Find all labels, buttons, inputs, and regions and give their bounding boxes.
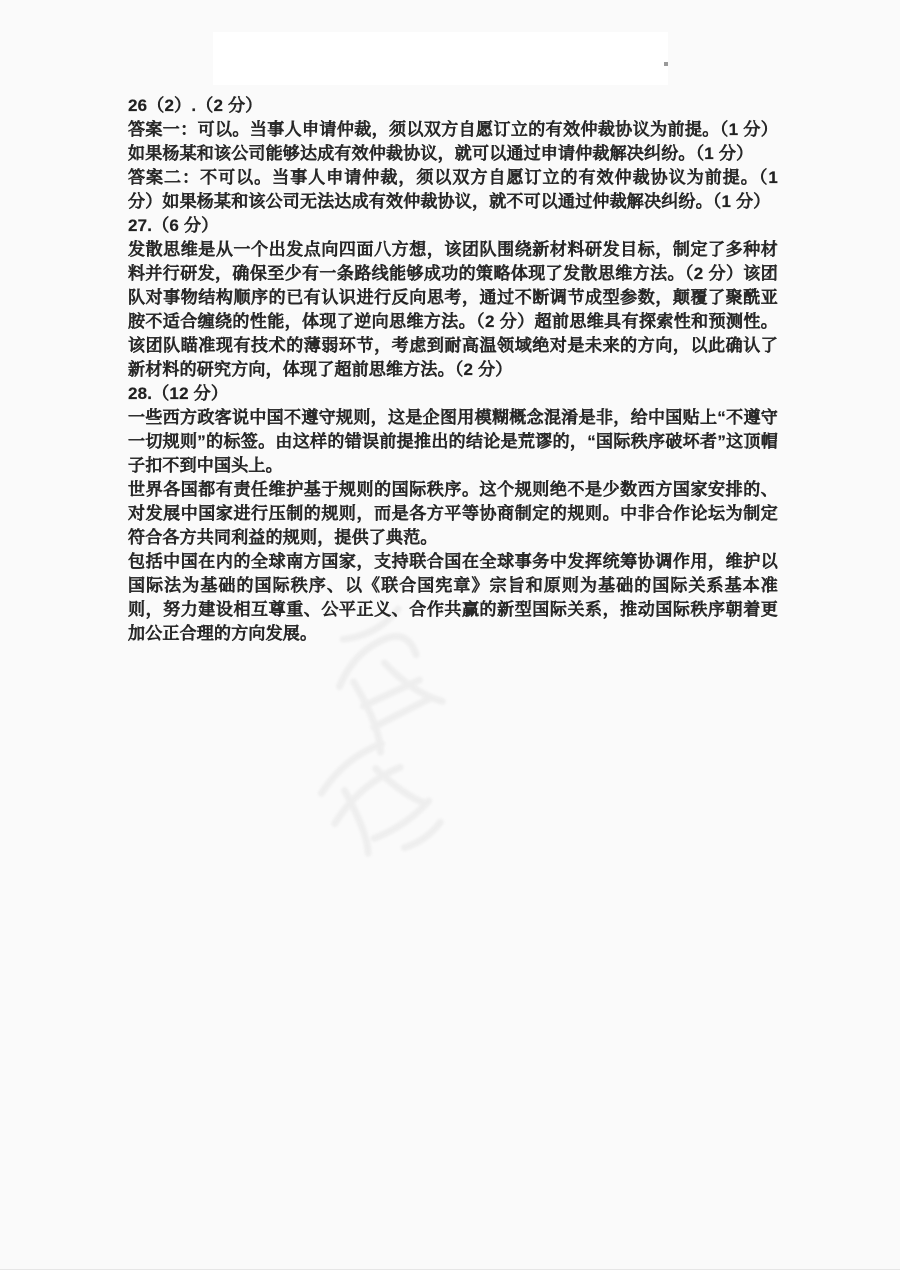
answer-27-text: 发散思维是从一个出发点向四面八方想，该团队围绕新材料研发目标，制定了多种材料并行研发，确保至少有一条路线能够成功的策略体现了发散思维方法。（2 分）该团队对事物结构顺序的已有认识进行反向思考，通过不断调节成型参数，颠覆了聚酰亚胺不适合缠绕的性能，体现了逆向思维方法。（2 分）超前思维具有探索性和预测性。该团队瞄准现有技术的薄弱环节，考虑到耐高温领域绝对是未来的方向，以此确认了新材料的研究方向，体现了超前思维方法。（2 分） [128, 240, 778, 379]
answer-28-para-3: 包括中国在内的全球南方国家，支持联合国在全球事务中发挥统筹协调作用，维护以国际法为基础的国际秩序、以《联合国宪章》宗旨和原则为基础的国际关系基本准则，努力建设相互尊重、公平正义、合作共赢的新型国际关系，推动国际秩序朝着更加公正合理的方向发展。 [128, 552, 778, 643]
answer-28-para-1: 一些西方政客说中国不遵守规则，这是企图用模糊概念混淆是非，给中国贴上“不遵守一切规则”的标签。由这样的错误前提推出的结论是荒谬的，“国际秩序破坏者”这顶帽子扣不到中国头上。 [128, 408, 778, 475]
question-26-heading: 26（2）.（2 分） [128, 96, 263, 115]
answer-26-option-2: 答案二：不可以。当事人申请仲裁，须以双方自愿订立的有效仲裁协议为前提。（1 分）如果杨某和该公司无法达成有效仲裁协议，就不可以通过仲裁解决纠纷。（1 分） [128, 168, 778, 211]
answer-28-para-2: 世界各国都有责任维护基于规则的国际秩序。这个规则绝不是少数西方国家安排的、对发展中国家进行压制的规则，而是各方平等协商制定的规则。中非合作论坛为制定符合各方共同利益的规则，提供了典范。 [128, 480, 778, 547]
question-28-heading: 28.（12 分） [128, 384, 229, 403]
blank-header-area [213, 32, 668, 85]
question-27-heading: 27.（6 分） [128, 216, 219, 235]
answer-text-column [128, 94, 778, 646]
scan-artifact-speck [664, 62, 668, 66]
answer-26-option-1: 答案一：可以。当事人申请仲裁，须以双方自愿订立的有效仲裁协议为前提。（1 分）如果杨某和该公司能够达成有效仲裁协议，就可以通过申请仲裁解决纠纷。（1 分） [128, 120, 778, 163]
